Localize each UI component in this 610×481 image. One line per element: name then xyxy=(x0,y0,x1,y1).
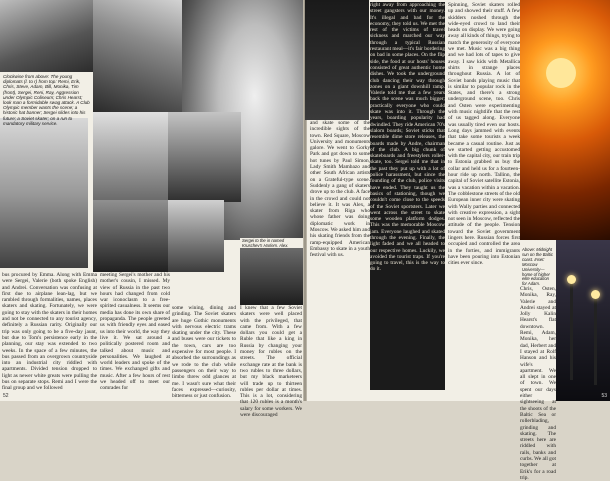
small-photo xyxy=(240,248,303,305)
dark-photo xyxy=(305,0,369,120)
article-column-right-2 xyxy=(370,2,445,390)
crowd-photo xyxy=(168,112,241,202)
article-text: I knew that a few Soviet skaters were well placed with the privileged, that came from. With a few dollars you could get a Ruble that like a king in Russia by changing your money for rubles on the streets. The official exchange rate at the bank is two rubles to three dollars, but my black marketeers will trade up to thirteen rubles per dollar at times. This is a lot, considering that 120 rubles is a month's salary for some workers. We were discouraged xyxy=(240,305,302,419)
sunset-photo xyxy=(520,0,610,240)
night-street-photo xyxy=(556,240,610,401)
sun-icon xyxy=(546,58,576,88)
street-photo xyxy=(93,200,168,272)
caption-left xyxy=(0,72,93,126)
article-text: right away from approaching the street gangsters with our money. It's illegal and bad for the economy, they told us. We met the rest of the victims of travel sickness and marched our way through a typical Russian restaurant meal—it's fair bordering on bad in some places. On the flip side, the food at our hosts' houses consisted of great authentic home dishes. We took the underground club dancing their way through zones on a giant downhill ramp. Valerie told me that a few years back the scene was much bigger; practically everyone who could skate was into it. Through the years, boarding popularity had dwindled. They ride American 70's slalom boards; Soviet sticks that resemble dime store releases, the boards made by Andre, chairman of the club. A big chunk of skateboards and freestylers roller-skate, too. Sergei told me that in the past they put up with a lot of police harassment, but since the founding of the club, police visits have ended. They taught us the basics of stationing, though we couldn't come close to the speeds of the Soviet sportsters. Later we went across the street to skate some wooden platform dodges. This was the memorable Moscow jam. Everyone laughed and skated through the evening. Finally, the light faded and we all headed to our respective homes. Luckily, we avoided the tourist traps. If you're going to travel, this is the way to do it. xyxy=(370,2,446,273)
page-number-left: 52 xyxy=(3,393,9,399)
caption-left-text: Clockwise from above: The young diplomats (l. to r) from top: Remi, Erik, Chris, Steve, Adam, Bill, Monika, Tim (front), Sergei, Reni, Ray, Aggression under Olympic Coliseum; Chris Hearst; look man a formidable swag attack. A Club Olympic member wants the scene; a historic hat banner; Sergei slides into his future; a Soviet skater; on a run to mandatory military service. xyxy=(3,74,90,126)
article-column-right-1 xyxy=(310,120,370,390)
portrait-photo xyxy=(93,112,168,200)
caption-right-text: Above: Midnight sun on the Baltic coast. Inset: Moscow University—home of higher elite education for Adam. xyxy=(522,247,553,287)
article-text: Spinning, Soviet skaters rolled up and showed their stuff. A few skidders noshed through the wide-eyed crowd to land their heads on display. We were going away all kinds of things, trying to match the generosity of everyone we met. Music was a big thing and we had lots of tapes to give away. I saw kids with Metallica shirts in strange places throughout Russia. A lot of Soviet bands playing music that is similar to popular rock in the States, and there's a strong underground scene, too. Chris and Osten were experimenting with music nightlife that the rest of us tagged along. Everyone was usually tired even our hosts. Long days jammed with events that take some tourists a week became a casual routine. Just as we started getting accustomed with the capital city, our train trip to Estonia grabbed us buy the collar and held us for a fourteen-hour ride up north. Tallinn, the capital of Soviet satellite Estonia, was a vacation within a vacation. The cobblestone streets of the old European inner city were skating with Wally parties and connected with creative expression, a sight not seen in Moscow, reflected the attitude of the people. Tension toward the Soviet government lingers here. Russian forces first occupied and controlled the area in the forties, and immigrants have been pouring into Estonian cities ever since. xyxy=(448,2,520,267)
group-photo xyxy=(0,0,93,72)
article-column-left-1 xyxy=(2,272,97,390)
article-text: Chris, Osten, Monika, Ray, Valerie and Andrei stayed at Jolly Kalin Hearst's flat downtown. Remi, Adam, Monika, her dad, Herbert and I stayed at Rolf Hanson and his wife's apartment. We all slept in one of town. We spent our days either sightseeing at the shoots of the Baltic Sea or rollerblading, grinding and skating. The streets here are riddled with rails, banks and curbs. We all got together at Erik's for a road trip. xyxy=(520,286,556,481)
article-column-left-3 xyxy=(172,305,236,400)
caption-tiny xyxy=(240,238,303,248)
page-number-right: 53 xyxy=(601,393,607,399)
article-column-right-4 xyxy=(520,286,556,481)
article-column-left-2 xyxy=(100,272,170,390)
skater-grind-photo xyxy=(0,118,88,268)
caption-right xyxy=(520,246,556,286)
caption-tiny-text: Sergei to the in named Kruschev's Harlem. Alex. xyxy=(242,238,289,248)
article-column-left-4 xyxy=(240,305,302,419)
article-text: and skate some of the incredible sights of the town. Red Square, Moscow University and monuments galore. We went to Gorky Park and got down to some hot tunes by Paul Simon, Lady Smith Mambazo and other South African artists on a Grateful-type scene. Suddenly a gang of skaters drove up to the club. A face in the crowd and could not believe it. It was Alex, a skater from Riga who whose father was doing diplomatic work in Moscow. We asked him and his skating friends from the ramp-equipped American Embassy to skate in a youth festival with us. xyxy=(310,120,370,259)
street-lamp-icon xyxy=(594,295,597,385)
article-text: some wining, dining and grinding. The Soviet skaters are huge Gothic monuments with nervous electric trams skating under the city. These and buses were our tickets to the town, cars are too expensive for most people. I absorbed the surroundings as we rode to the club while passengers on their way to limbo threw odd glances at me. I wasn't sure what their faces expressed—curiosity, bitterness or just confusion. xyxy=(172,305,236,400)
skater-jump-photo xyxy=(168,200,224,272)
article-column-right-3 xyxy=(448,2,520,390)
article-text: bus procured by Emma. Along with Emma were Sergei, Valerie (both spoke English) and Andrei. Conversation was confusing at first due to airplane lean-lag, but we rambled through formalities, names, places skaters and skating. Fortunately, we were going to stay with the skaters in their homes and not be connected to any tourist agency, definitely a Russian rarity. Originally our trip was only going to be a five-day jaunt, but due to Tom's persistence early in the planning, our stay was extended to two weeks. In the space of a few minutes, the bus passed from an overgrown countryside into an industrial city riddled with apartments. Divided tension dropped to light as newer white greats were pulling the bus on separate stops. Remi and I were the final group and we followed xyxy=(2,272,97,392)
street-lamp-icon xyxy=(570,280,573,380)
article-text: meeting Sergei's mother and his mother's cousin, I missed. My view of Russia in the past two hours had changed from cold war iconoclasm to a free-spirited casualness. It seems our media has done its own share of propaganda. The people greeted us with friendly eyes and eased us into their world, the way they live it. We sat around a politically postered room and talked about music and personalities. We laughed at world leaders and spoke of the times. We exchanged gifts and music. After a few hours of rest we headed off to meet our comrades for xyxy=(100,272,170,392)
